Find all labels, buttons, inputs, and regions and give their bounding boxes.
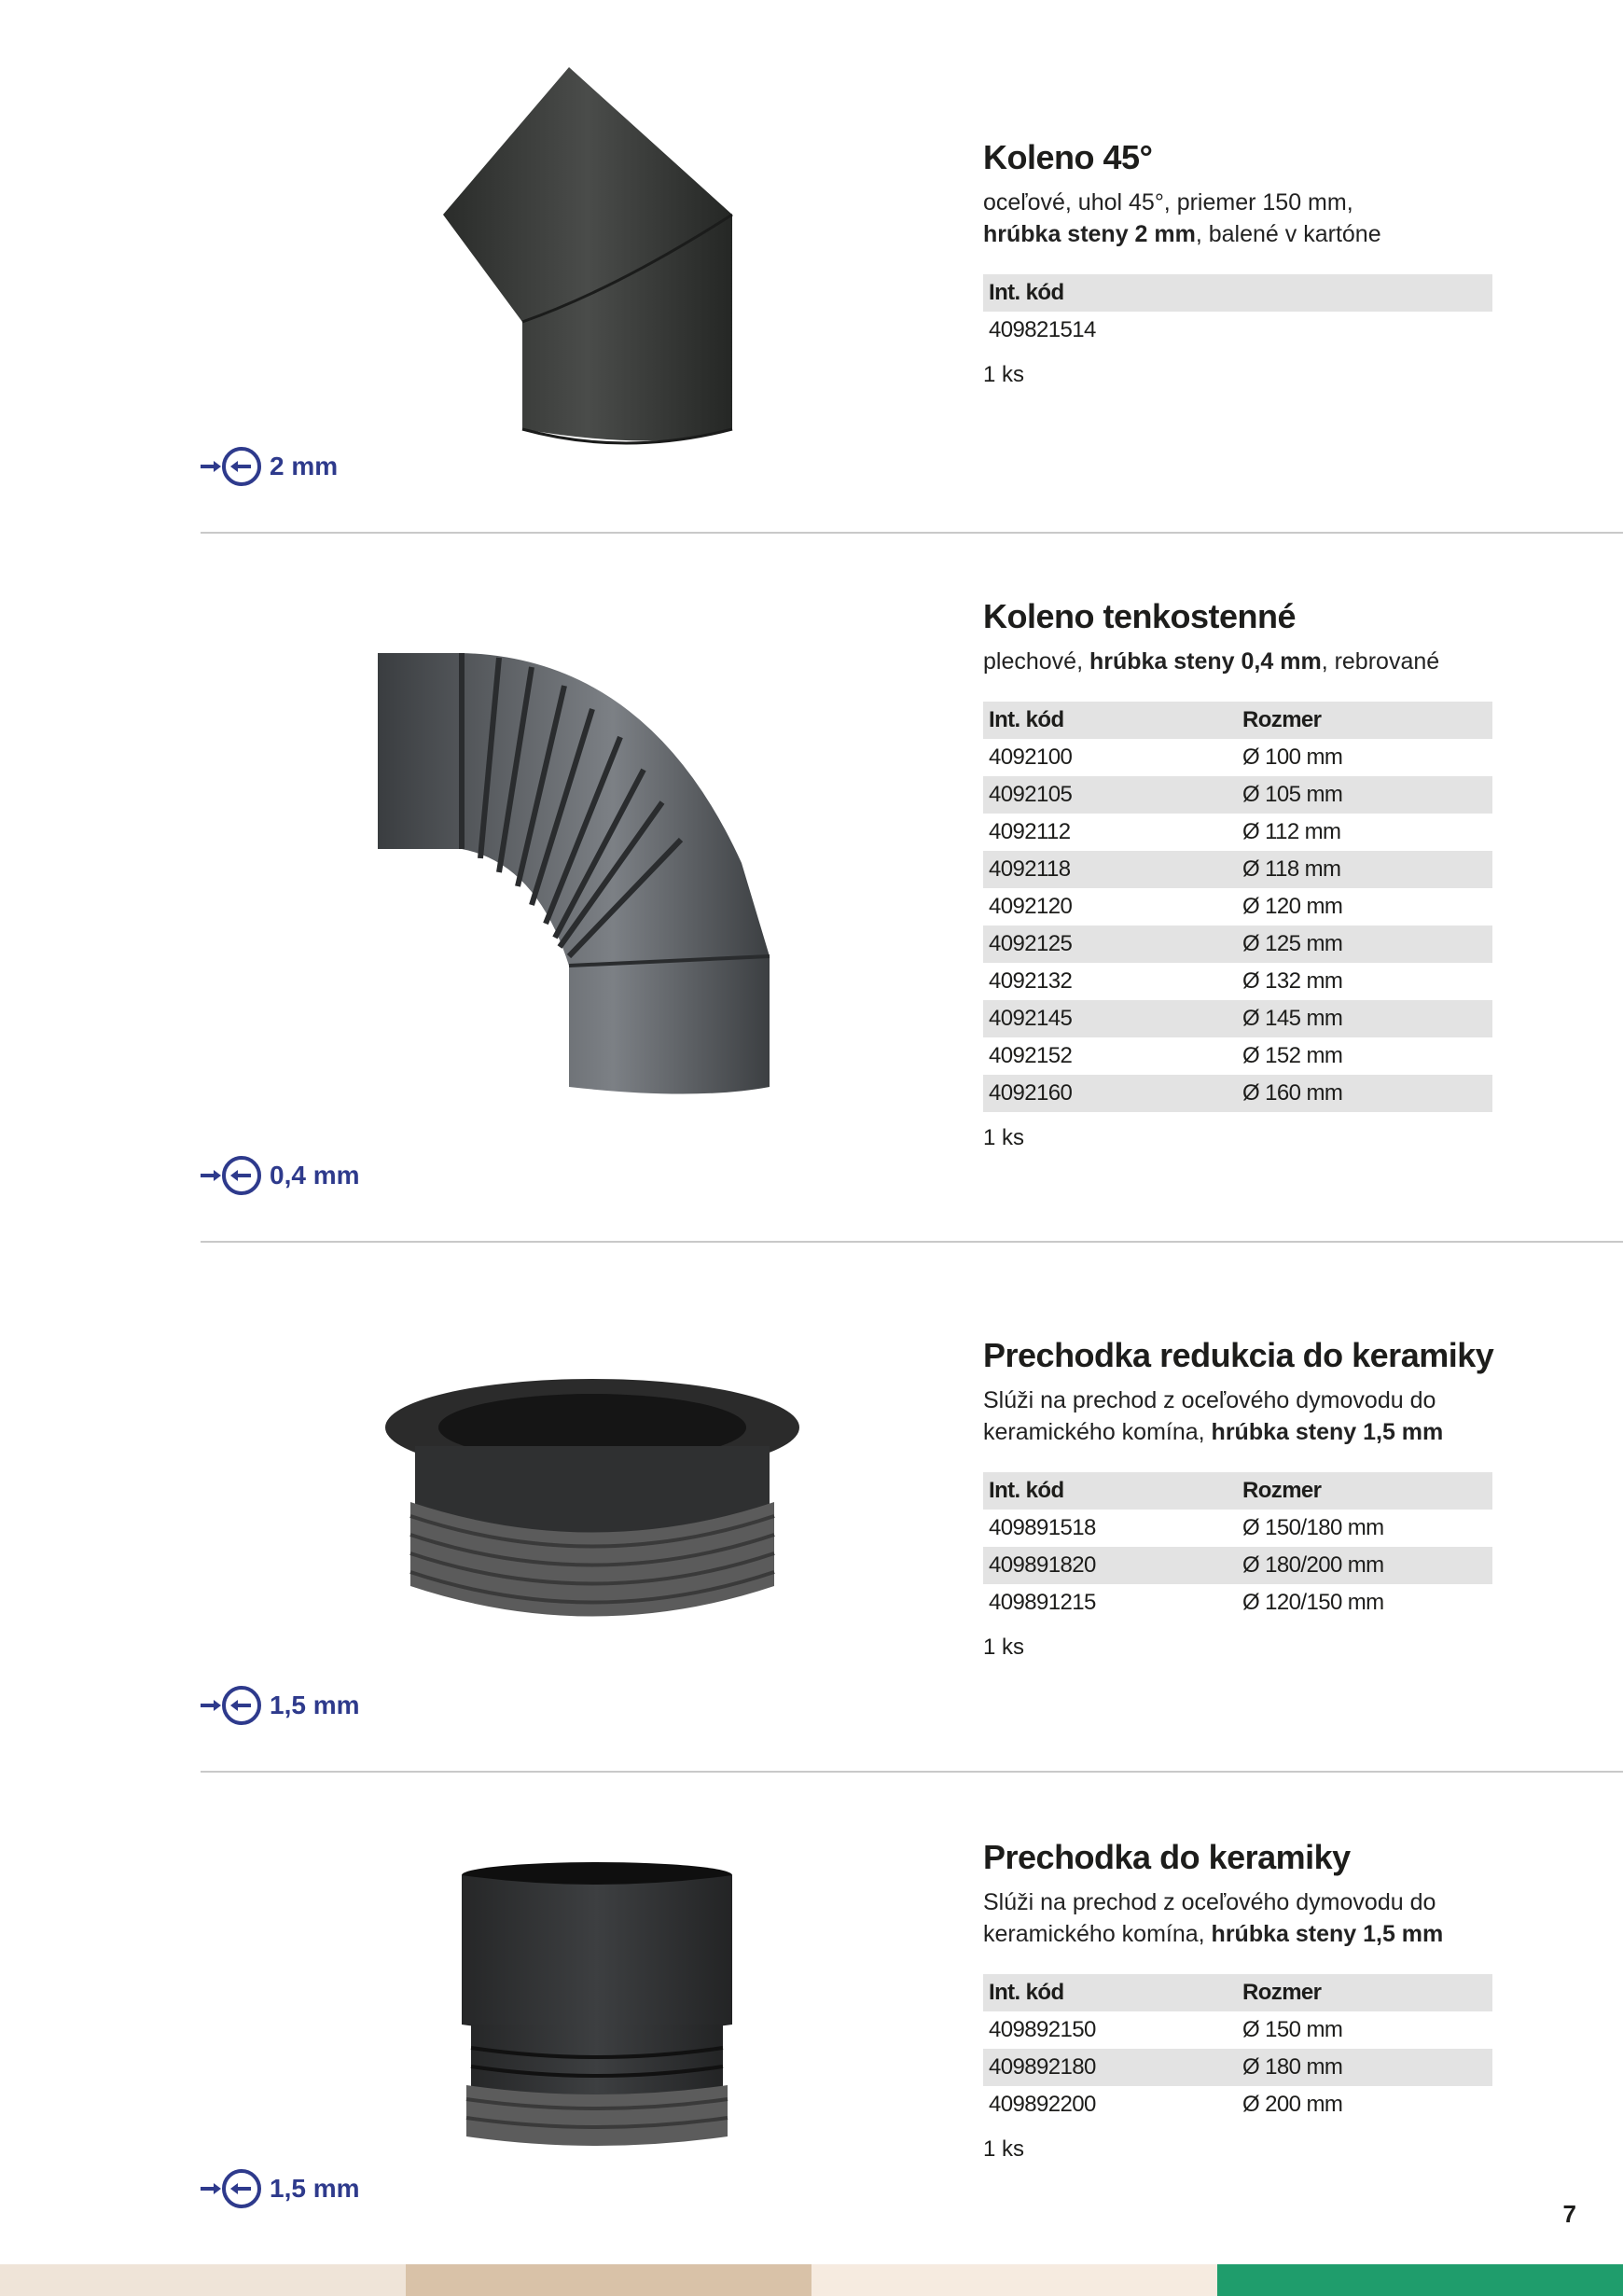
product-title: Koleno 45° [983, 138, 1153, 176]
table-cell: 409821514 [989, 317, 1096, 342]
section-divider [201, 532, 1623, 534]
table-row: 4092160 Ø 160 mm [983, 1075, 1492, 1112]
col-header-code: Int. kód [983, 274, 1492, 312]
ceramic-adapter-image [457, 1857, 737, 2174]
wall-thickness-badge: 2 mm [199, 446, 338, 487]
wall-thickness-badge: 1,5 mm [199, 2168, 360, 2209]
thickness-icon [199, 446, 264, 487]
section-divider [201, 1241, 1623, 1243]
table-row: 4092145 Ø 145 mm [983, 1000, 1492, 1037]
table-row: 409892180 Ø 180 mm [983, 2049, 1492, 2086]
col-header-size: Rozmer [1237, 1472, 1492, 1510]
table-row: 4092100 Ø 100 mm [989, 744, 1343, 770]
wall-thickness-badge: 1,5 mm [199, 1685, 360, 1726]
bar-segment [1217, 2264, 1623, 2296]
quantity: 1 ks [983, 2136, 1025, 2162]
ceramic-reducer-image [382, 1376, 802, 1637]
product-description: Slúži na prechod z oceľového dymovodu do keramického komína, hrúbka steny 1,5 mm [983, 1387, 1444, 1445]
thickness-icon [199, 1685, 264, 1726]
table-row: 409891518 Ø 150/180 mm [989, 1515, 1384, 1540]
table-row: 4092125 Ø 125 mm [983, 925, 1492, 963]
table-row: 409892200 Ø 200 mm [989, 2092, 1343, 2117]
footer-color-bar [0, 2264, 1623, 2296]
section-divider [201, 1771, 1623, 1773]
elbow-45-image [429, 56, 746, 448]
wall-thickness-badge: 0,4 mm [199, 1155, 360, 1196]
col-header-size: Rozmer [1237, 1974, 1492, 2011]
table-row: 4092118 Ø 118 mm [983, 851, 1492, 888]
thickness-icon [199, 2168, 264, 2209]
bar-segment [812, 2264, 1217, 2296]
table-row: 409892150 Ø 150 mm [989, 2017, 1343, 2042]
table-row: 4092152 Ø 152 mm [989, 1043, 1343, 1068]
quantity: 1 ks [983, 1635, 1025, 1660]
product-title: Prechodka do keramiky [983, 1838, 1351, 1876]
product-title: Prechodka redukcia do keramiky [983, 1336, 1494, 1374]
col-header-code: Int. kód [983, 1974, 1237, 2011]
table-row: 4092132 Ø 132 mm [989, 968, 1343, 994]
col-header-code: Int. kód [983, 1472, 1237, 1510]
table-row: 4092112 Ø 112 mm [989, 819, 1341, 844]
thickness-icon [199, 1155, 264, 1196]
bar-segment [406, 2264, 812, 2296]
product-description: plechové, hrúbka steny 0,4 mm, rebrované [983, 648, 1440, 675]
col-header-code: Int. kód [983, 702, 1237, 739]
product-title: Koleno tenkostenné [983, 597, 1297, 635]
bar-segment [0, 2264, 406, 2296]
corrugated-elbow-image [368, 648, 779, 1096]
table-row: 4092120 Ø 120 mm [989, 894, 1343, 919]
spec-table [983, 1974, 1492, 2123]
spec-table [983, 1472, 1492, 1621]
col-header-size: Rozmer [1237, 702, 1492, 739]
table-row: 409891215 Ø 120/150 mm [989, 1590, 1384, 1615]
product-description: Slúži na prechod z oceľového dymovodu do keramického komína, hrúbka steny 1,5 mm [983, 1889, 1444, 1947]
quantity: 1 ks [983, 362, 1025, 387]
quantity: 1 ks [983, 1125, 1025, 1150]
spec-table [983, 702, 1492, 1112]
spec-table [983, 274, 1492, 349]
product-description: oceľové, uhol 45°, priemer 150 mm, hrúbka steny 2 mm, balené v kartóne [983, 189, 1381, 247]
table-row: 4092105 Ø 105 mm [983, 776, 1492, 814]
page-number: 7 [1562, 2200, 1576, 2228]
table-row: 409891820 Ø 180/200 mm [983, 1547, 1492, 1584]
